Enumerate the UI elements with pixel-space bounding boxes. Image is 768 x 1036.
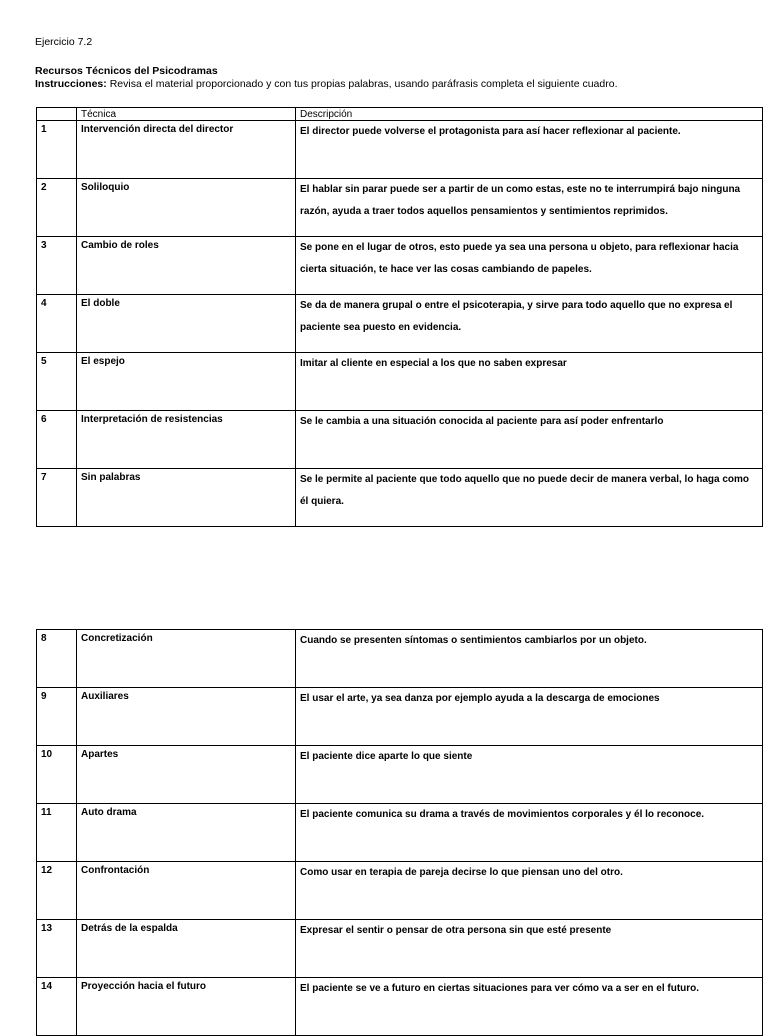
row-number: 3 [37, 237, 77, 295]
table-row [37, 469, 763, 527]
row-number: 4 [37, 295, 77, 353]
row-number: 13 [37, 920, 77, 978]
description-cell: Se le permite al paciente que todo aquello que no puede decir de manera verbal, lo haga como él quiera. [296, 469, 763, 527]
description-cell: Como usar en terapia de pareja decirse lo que piensan uno del otro. [296, 862, 763, 920]
table-row [37, 121, 763, 179]
row-number: 1 [37, 121, 77, 179]
table-row [37, 862, 763, 920]
technique-cell: Apartes [77, 746, 296, 804]
technique-cell: Auto drama [77, 804, 296, 862]
header-num-cell [37, 108, 77, 121]
row-number: 5 [37, 353, 77, 411]
instructions-text: Revisa el material proporcionado y con tus propias palabras, usando paráfrasis completa el siguiente cuadro. [106, 78, 618, 90]
description-cell: El director puede volverse el protagonista para así hacer reflexionar al paciente. [296, 121, 763, 179]
row-number: 6 [37, 411, 77, 469]
header-technique: Técnica [77, 108, 296, 121]
description-cell: El paciente dice aparte lo que siente [296, 746, 763, 804]
row-number: 8 [37, 630, 77, 688]
technique-cell: Confrontación [77, 862, 296, 920]
description-cell: Imitar al cliente en especial a los que no saben expresar [296, 353, 763, 411]
row-number: 11 [37, 804, 77, 862]
description-cell: Cuando se presenten síntomas o sentimientos cambiarlos por un objeto. [296, 630, 763, 688]
document-subtitle: Recursos Técnicos del Psicodramas [35, 65, 218, 77]
technique-cell: Detrás de la espalda [77, 920, 296, 978]
technique-cell: Soliloquio [77, 179, 296, 237]
row-number: 10 [37, 746, 77, 804]
technique-cell: El espejo [77, 353, 296, 411]
table-row [37, 353, 763, 411]
description-cell: Expresar el sentir o pensar de otra persona sin que esté presente [296, 920, 763, 978]
technique-cell: El doble [77, 295, 296, 353]
table-row [37, 920, 763, 978]
technique-cell: Sin palabras [77, 469, 296, 527]
description-cell: Se pone en el lugar de otros, esto puede ya sea una persona u objeto, para reflexionar hacia cierta situación, te hace ver las cosas cambiando de papeles. [296, 237, 763, 295]
instructions [35, 78, 617, 90]
technique-cell: Interpretación de resistencias [77, 411, 296, 469]
techniques-table-part-1 [36, 107, 763, 527]
row-number: 9 [37, 688, 77, 746]
instructions-label: Instrucciones: [35, 78, 107, 90]
table-row [37, 804, 763, 862]
table-row [37, 295, 763, 353]
row-number: 12 [37, 862, 77, 920]
technique-cell: Auxiliares [77, 688, 296, 746]
techniques-table-part-2 [36, 629, 763, 1036]
table-row [37, 978, 763, 1036]
header-description: Descripción [296, 108, 763, 121]
table-row [37, 179, 763, 237]
row-number: 2 [37, 179, 77, 237]
technique-cell: Concretización [77, 630, 296, 688]
description-cell: El hablar sin parar puede ser a partir de un como estas, este no te interrumpirá bajo ninguna razón, ayuda a traer todos aquellos pensamientos y sentimientos reprimidos. [296, 179, 763, 237]
table-row [37, 237, 763, 295]
description-cell: El paciente se ve a futuro en ciertas situaciones para ver cómo va a ser en el futuro. [296, 978, 763, 1036]
table-row [37, 630, 763, 688]
table-row [37, 411, 763, 469]
row-number: 7 [37, 469, 77, 527]
table-row [37, 688, 763, 746]
technique-cell: Intervención directa del director [77, 121, 296, 179]
description-cell: El usar el arte, ya sea danza por ejemplo ayuda a la descarga de emociones [296, 688, 763, 746]
description-cell: Se le cambia a una situación conocida al paciente para así poder enfrentarlo [296, 411, 763, 469]
table-header-row [37, 108, 763, 121]
exercise-title: Ejercicio 7.2 [35, 36, 93, 48]
description-cell: Se da de manera grupal o entre el psicoterapia, y sirve para todo aquello que no expresa el paciente sea puesto en evidencia. [296, 295, 763, 353]
table-row [37, 746, 763, 804]
description-cell: El paciente comunica su drama a través de movimientos corporales y él lo reconoce. [296, 804, 763, 862]
row-number: 14 [37, 978, 77, 1036]
technique-cell: Cambio de roles [77, 237, 296, 295]
technique-cell: Proyección hacia el futuro [77, 978, 296, 1036]
